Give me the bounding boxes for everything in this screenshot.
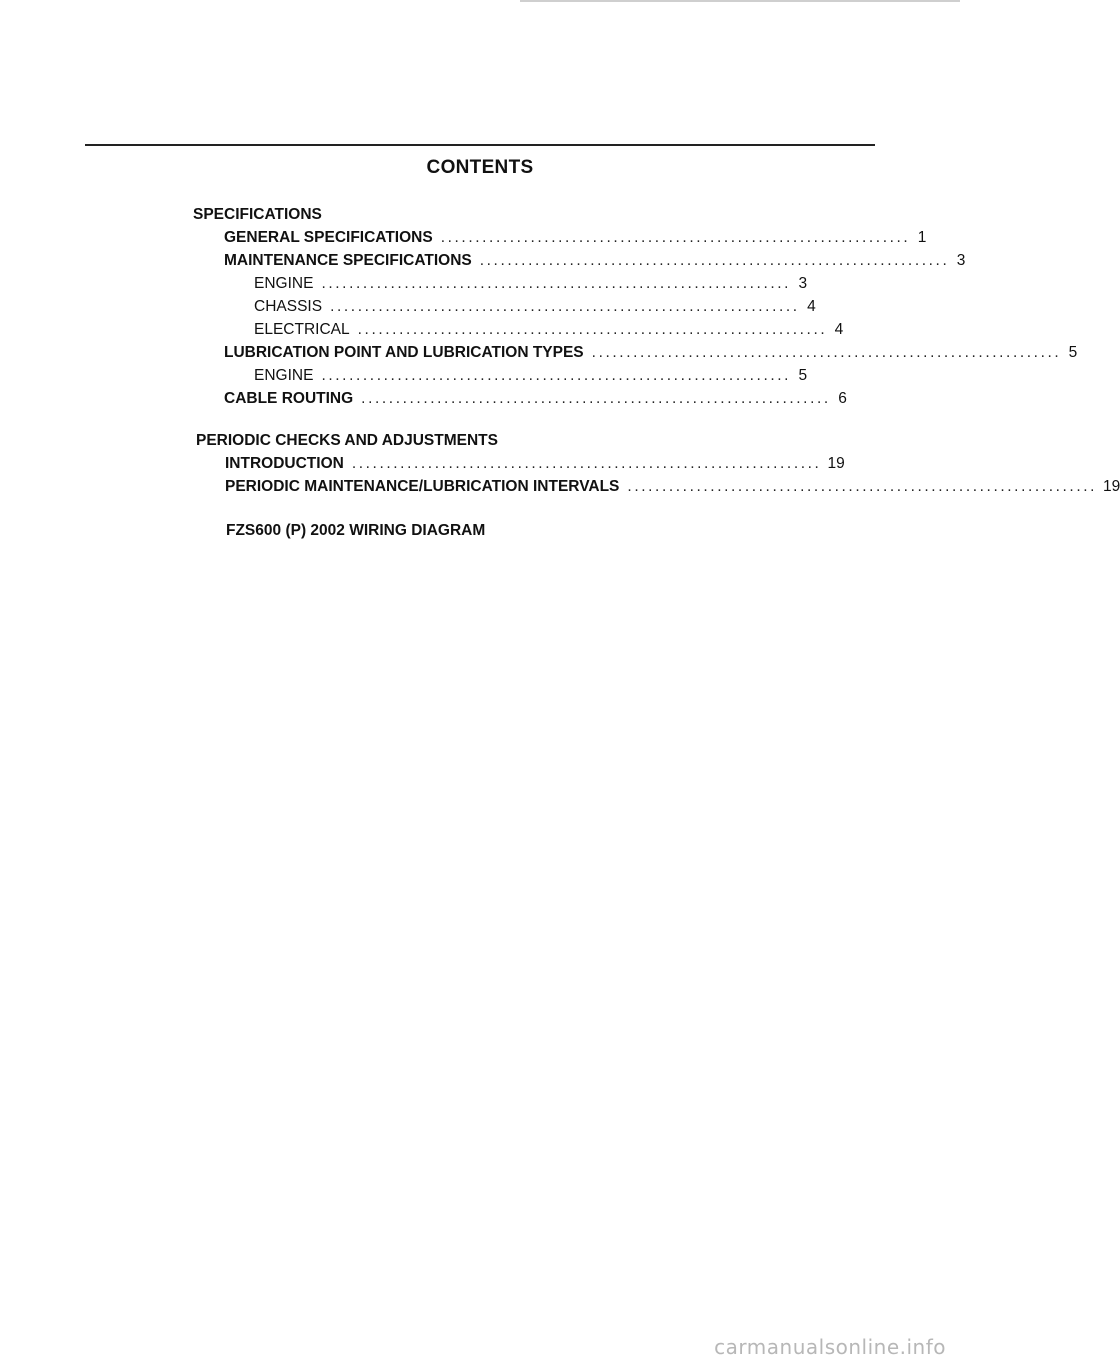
toc-entry-label: CABLE ROUTING	[224, 390, 354, 407]
dot-leader: ....................................................................	[627, 478, 1098, 495]
dot-leader: ....................................................................	[440, 229, 911, 246]
toc-entry-label: ENGINE	[254, 275, 314, 292]
section-heading-periodic-checks: PERIODIC CHECKS AND ADJUSTMENTS	[196, 432, 498, 449]
dot-leader: ....................................................................	[591, 344, 1062, 361]
top-edge-line	[520, 0, 960, 2]
toc-entry-page: 3	[956, 252, 966, 269]
toc-entry[interactable]	[224, 344, 1078, 362]
page-title: CONTENTS	[426, 157, 534, 178]
toc-entry-label: ELECTRICAL	[254, 321, 350, 338]
dot-leader: ....................................................................	[330, 298, 800, 315]
toc-entry[interactable]	[224, 252, 966, 270]
toc-entry-page: 1	[917, 229, 927, 246]
dot-leader: ....................................................................	[361, 390, 831, 407]
toc-entry[interactable]	[225, 478, 1120, 496]
section-heading-specifications: SPECIFICATIONS	[193, 206, 322, 223]
toc-entry-page: 3	[798, 275, 808, 292]
toc-entry-page: 4	[807, 298, 816, 315]
dot-leader: ....................................................................	[357, 321, 828, 338]
toc-entry[interactable]	[254, 367, 808, 385]
toc-entry[interactable]	[224, 390, 847, 408]
toc-entry-page: 19	[827, 455, 845, 472]
toc-entry-page: 6	[838, 390, 847, 407]
watermark-url: carmanualsonline.info	[714, 1335, 946, 1359]
dot-leader: ....................................................................	[351, 455, 822, 472]
toc-entry[interactable]	[225, 455, 845, 473]
header-rule	[85, 144, 875, 146]
toc-entry[interactable]	[254, 298, 816, 316]
toc-entry[interactable]	[254, 275, 808, 293]
toc-entry-page: 19	[1103, 478, 1120, 495]
toc-entry-label: MAINTENANCE SPECIFICATIONS	[224, 252, 472, 269]
toc-entry-page: 5	[798, 367, 808, 384]
dot-leader: ....................................................................	[321, 275, 792, 292]
toc-entry-page: 5	[1068, 344, 1078, 361]
dot-leader: ....................................................................	[479, 252, 950, 269]
toc-entry-label: LUBRICATION POINT AND LUBRICATION TYPES	[224, 344, 584, 361]
toc-entry-page: 4	[834, 321, 844, 338]
toc-entry[interactable]	[224, 229, 927, 247]
toc-entry-label: CHASSIS	[254, 298, 323, 315]
wiring-diagram-heading[interactable]: FZS600 (P) 2002 WIRING DIAGRAM	[226, 522, 486, 539]
toc-entry-label: PERIODIC MAINTENANCE/LUBRICATION INTERVALS	[225, 478, 620, 495]
dot-leader: ....................................................................	[321, 367, 792, 384]
toc-entry-label: INTRODUCTION	[225, 455, 344, 472]
toc-entry-label: ENGINE	[254, 367, 314, 384]
toc-entry-label: GENERAL SPECIFICATIONS	[224, 229, 433, 246]
toc-entry[interactable]	[254, 321, 844, 339]
